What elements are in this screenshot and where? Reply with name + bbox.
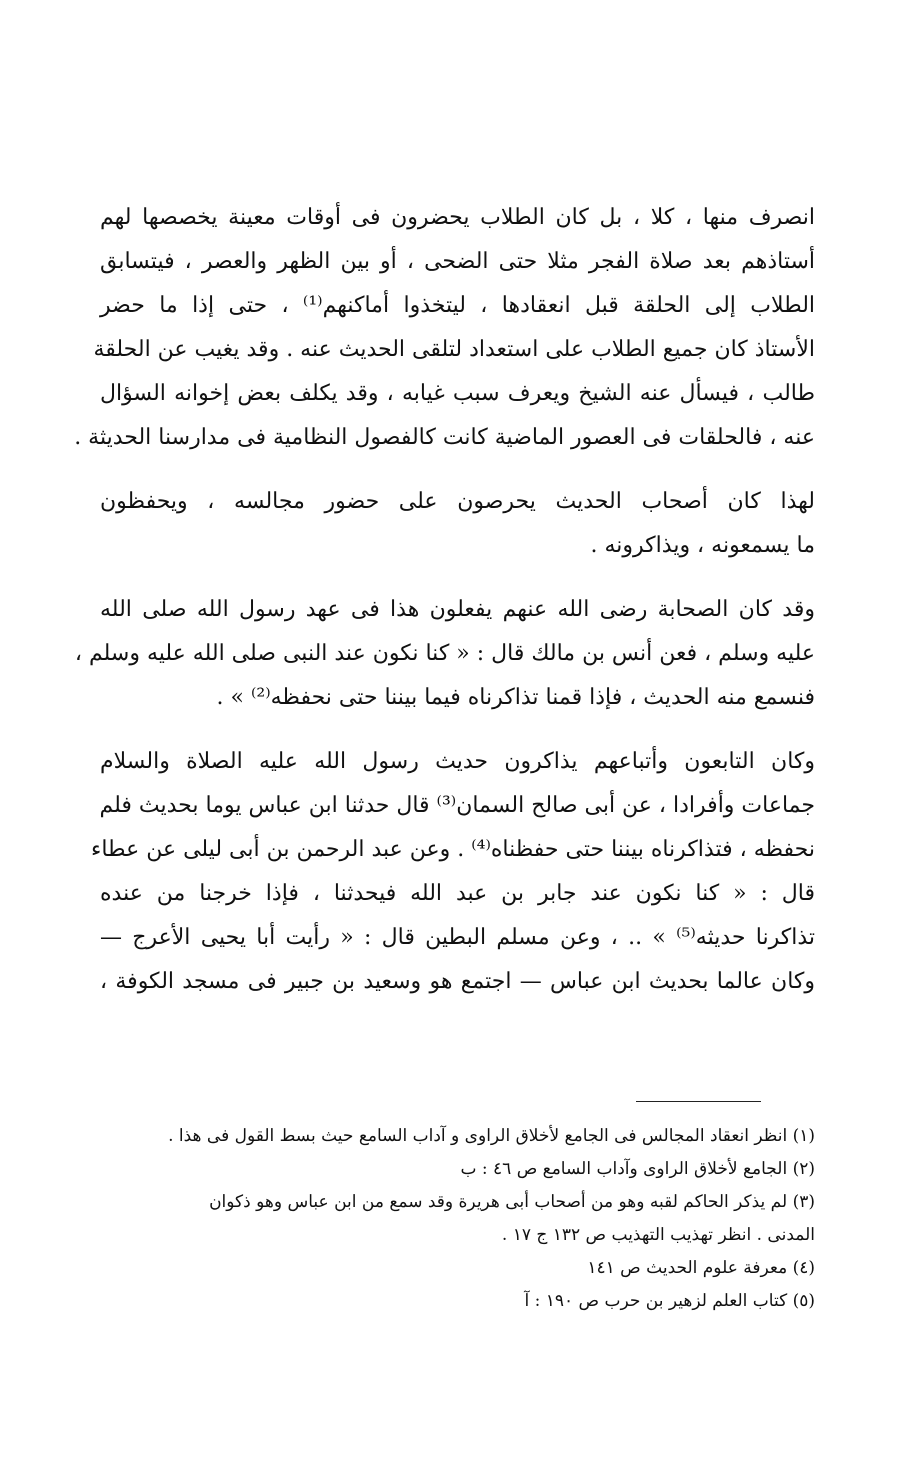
text-line: الأستاذ كان جميع الطلاب على استعداد لتلقى الحديث عنه . وقد يغيب عن الحلقة <box>93 337 815 362</box>
body-text <box>74 196 816 1004</box>
text-line: عليه وسلم ، فعن أنس بن مالك قال : « كنا نكون عند النبى صلى الله عليه وسلم ، <box>74 641 815 666</box>
footnote: (٣) لم يذكر الحاكم لقبه وهو من أصحاب أبى هريرة وقد سمع من ابن عباس وهو ذكوان <box>209 1192 815 1212</box>
paragraph <box>74 196 816 460</box>
footnote: (٥) كتاب العلم لزهير بن حرب ص ١٩٠ : آ <box>524 1291 815 1311</box>
text-line: نحفظه ، فتذاكرناه بيننا حتى حفظناه⁽⁴⁾ . وعن عبد الرحمن بن أبى ليلى عن عطاء <box>90 837 815 862</box>
text-line: طالب ، فيسأل عنه الشيخ ويعرف سبب غيابه ، وقد يكلف بعض إخوانه السؤال <box>100 381 815 406</box>
text-line: لهذا كان أصحاب الحديث يحرصون على حضور مجالسه ، ويحفظون <box>100 489 815 514</box>
text-line: تذاكرنا حديثه⁽⁵⁾ » .. ، وعن مسلم البطين قال : « رأيت أبا يحيى الأعرج — <box>100 925 815 950</box>
footnotes <box>100 1120 815 1318</box>
footnote: (٤) معرفة علوم الحديث ص ١٤١ <box>587 1258 815 1278</box>
text-line: أستاذهم بعد صلاة الفجر مثلا حتى الضحى ، أو بين الظهر والعصر ، فيتسابق <box>100 249 815 274</box>
footnote-separator <box>636 1101 761 1102</box>
text-line: الطلاب إلى الحلقة قبل انعقادها ، ليتخذوا أماكنهم⁽¹⁾ ، حتى إذا ما حضر <box>100 293 816 318</box>
text-line: وكان عالما بحديث ابن عباس — اجتمع هو وسعيد بن جبير فى مسجد الكوفة ، <box>100 969 815 994</box>
text-line: عنه ، فالحلقات فى العصور الماضية كانت كالفصول النظامية فى مدارسنا الحديثة . <box>74 425 815 450</box>
text-line: انصرف منها ، كلا ، بل كان الطلاب يحضرون فى أوقات معينة يخصصها لهم <box>100 205 815 230</box>
footnote: (٢) الجامع لأخلاق الراوى وآداب السامع ص ٤٦ : ب <box>460 1159 815 1179</box>
footnote: (١) انظر انعقاد المجالس فى الجامع لأخلاق الراوى و آداب السامع حيث بسط القول فى هذا . <box>168 1126 815 1146</box>
footnote-continuation: المدنى . انظر تهذيب التهذيب ص ١٣٢ ج ١٧ . <box>501 1225 815 1245</box>
text-line: وقد كان الصحابة رضى الله عنهم يفعلون هذا فى عهد رسول الله صلى الله <box>100 597 815 622</box>
paragraph <box>100 480 815 568</box>
paragraph <box>74 588 815 720</box>
text-line: فنسمع منه الحديث ، فإذا قمنا تذاكرناه فيما بيننا حتى نحفظه⁽²⁾ » . <box>216 685 815 710</box>
text-line: ما يسمعونه ، ويذاكرونه . <box>590 533 815 558</box>
paragraph <box>90 740 816 1004</box>
text-line: وكان التابعون وأتباعهم يذاكرون حديث رسول الله عليه الصلاة والسلام <box>100 749 815 774</box>
text-line: قال : « كنا نكون عند جابر بن عبد الله فيحدثنا ، فإذا خرجنا من عنده <box>100 881 816 906</box>
text-line: جماعات وأفرادا ، عن أبى صالح السمان⁽³⁾ قال حدثنا ابن عباس يوما بحديث فلم <box>99 793 815 818</box>
